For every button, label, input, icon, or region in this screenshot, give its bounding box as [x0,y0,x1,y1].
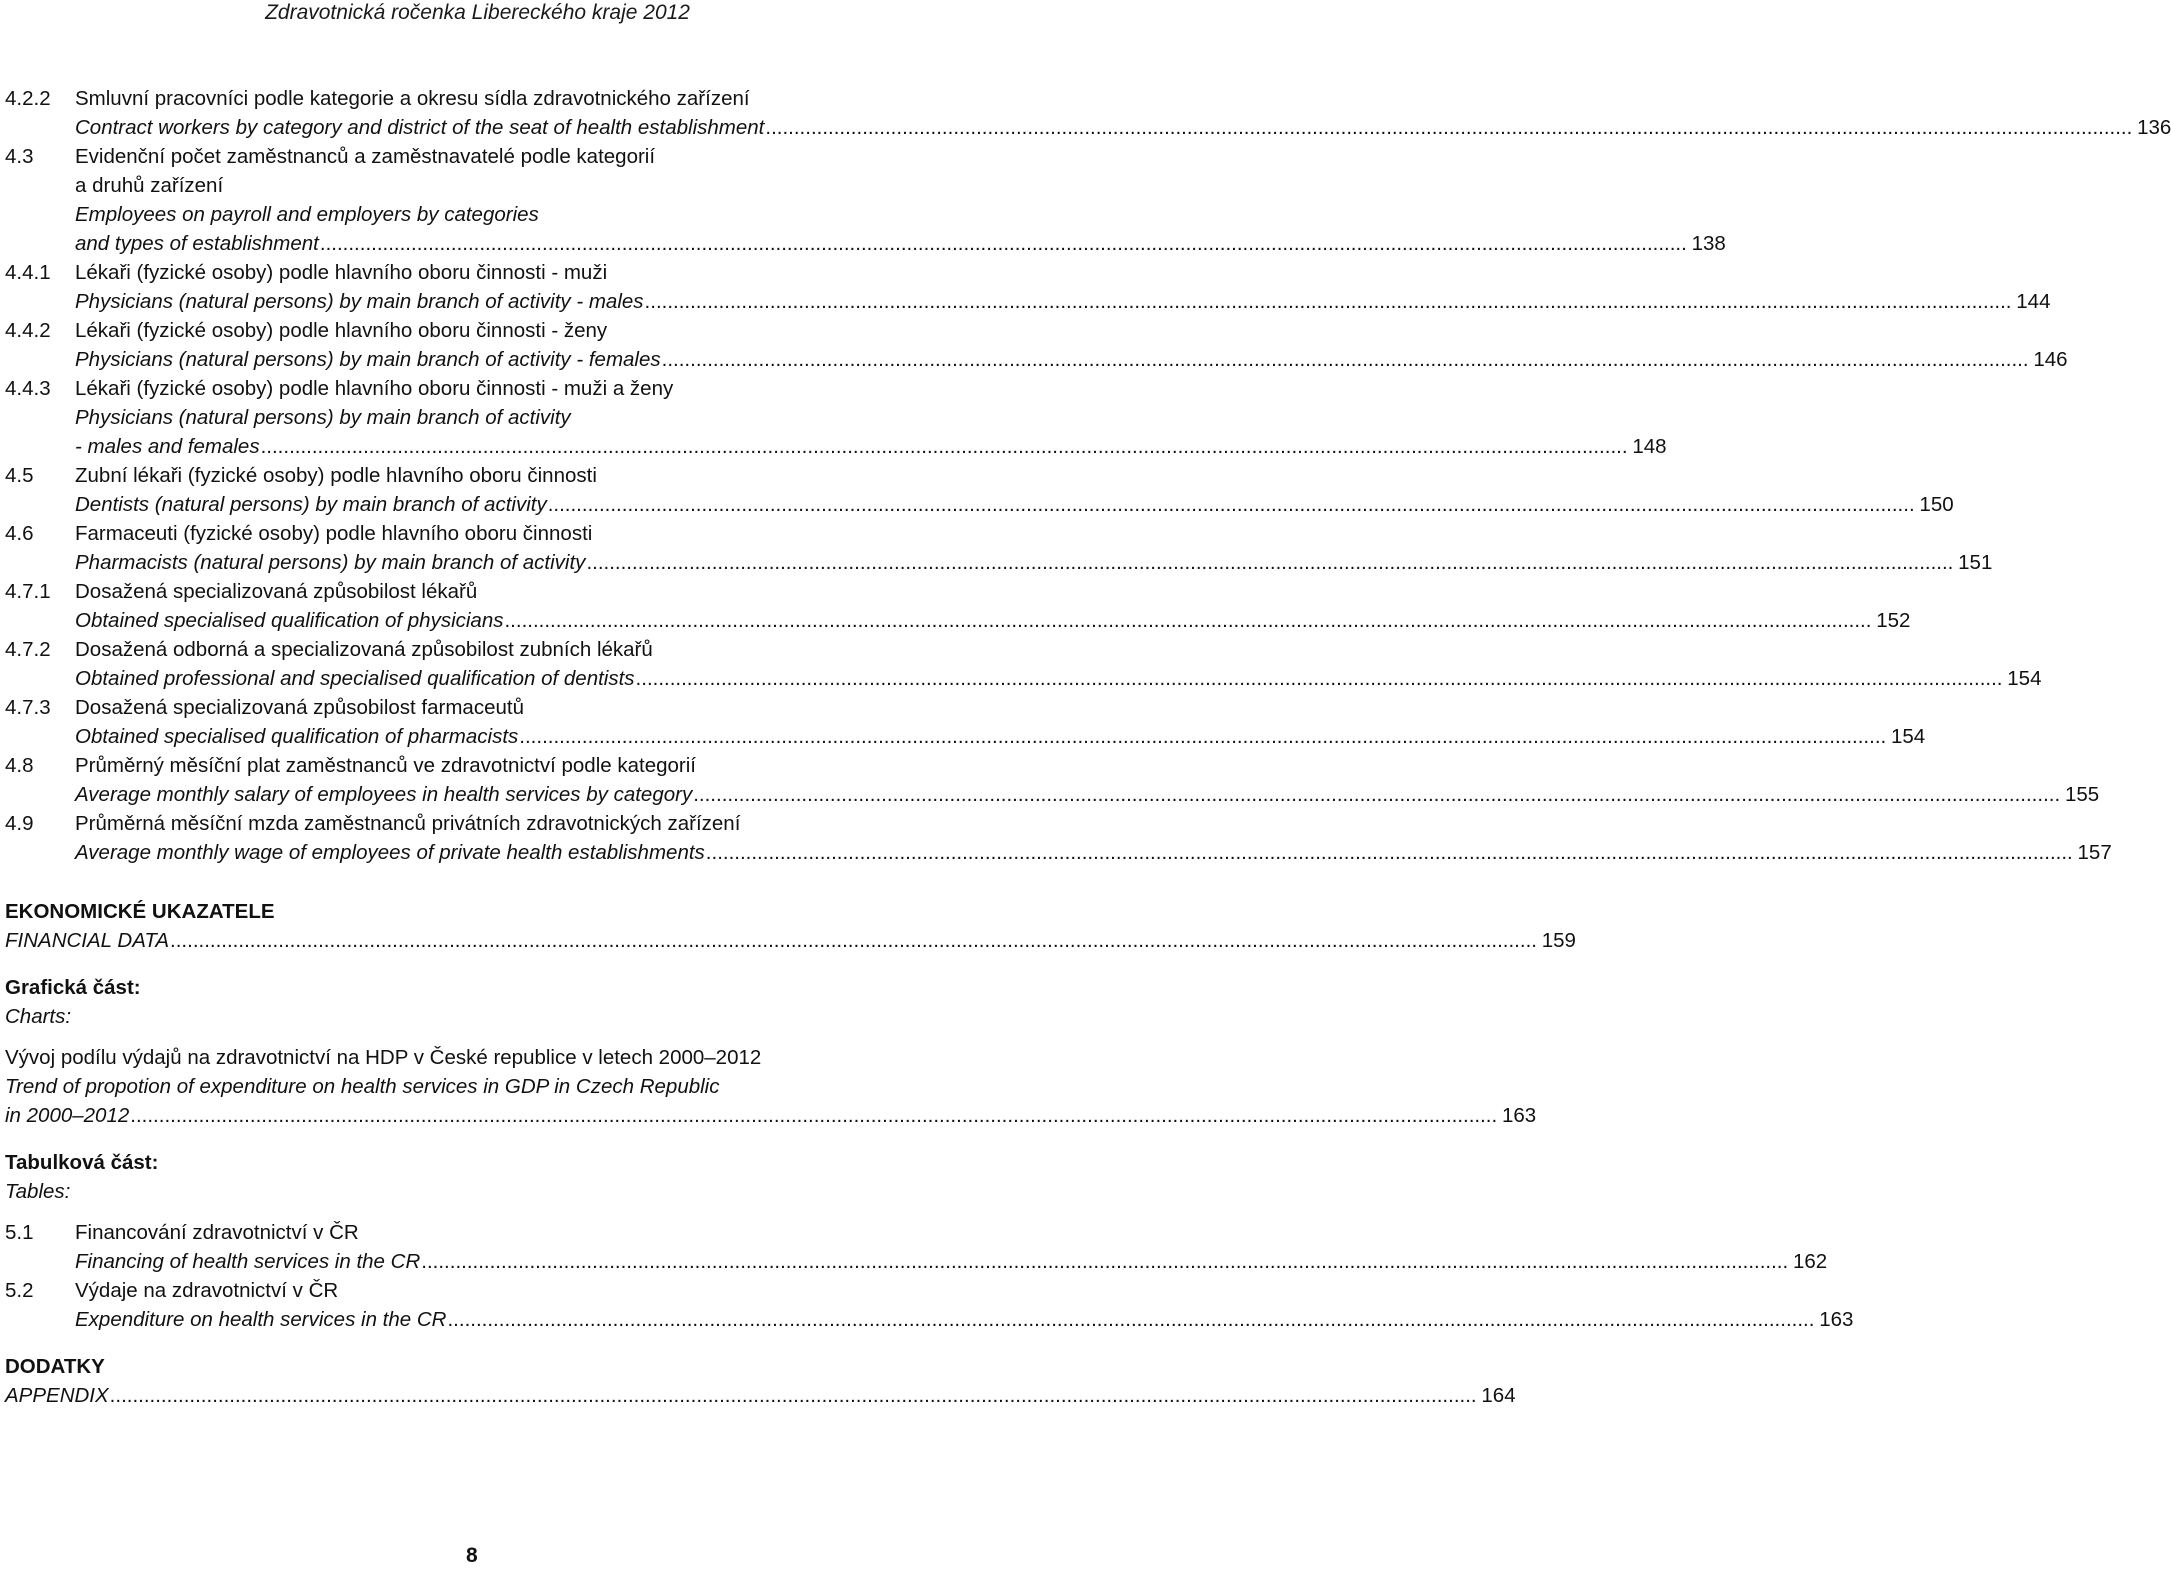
charts-section[interactable] [5,973,1537,1130]
entry-title-en: Average monthly salary of employees in health services by category [75,783,693,806]
section-heading: Tabulková část: [5,1151,159,1174]
dot-leader [548,490,1915,519]
toc-entry-4-4-2[interactable] [5,316,2068,374]
toc-entry-4-2-2[interactable] [5,84,2171,142]
entry-title-en: Expenditure on health services in the CR [75,1308,447,1331]
entry-title-cz: Lékaři (fyzické osoby) podle hlavního oboru činnosti - muži a ženy [75,377,674,400]
section-subheading: APPENDIX [5,1384,109,1407]
entry-title-en: Physicians (natural persons) by main branch of activity - males [75,290,644,313]
dot-leader [636,664,2003,693]
toc-entry-4-7-1[interactable] [5,577,1911,635]
dot-leader [170,926,1537,955]
entry-page: 148 [1632,435,1667,458]
chart-title-en: Trend of propotion of expenditure on health services in GDP in Czech Republic [5,1075,720,1098]
chart-page: 163 [1501,1104,1537,1127]
entry-title-en: Physicians (natural persons) by main branch of activity [75,406,571,429]
entry-number: 4.4.1 [5,261,51,284]
entry-title-cz: Průměrný měsíční plat zaměstnanců ve zdravotnictví podle kategorií [75,754,696,777]
entry-title-cz: Smluvní pracovníci podle kategorie a okresu sídla zdravotnického zařízení [75,87,750,110]
section-subheading: FINANCIAL DATA [5,929,170,952]
entry-title-cz-cont: a druhů zařízení [75,174,224,197]
dot-leader [586,548,1953,577]
entry-number: 5.2 [5,1279,34,1302]
entry-title-en: Financing of health services in the CR [75,1250,421,1273]
entry-title-cz: Evidenční počet zaměstnanců a zaměstnavatelé podle kategorií [75,145,656,168]
dot-leader [320,229,1687,258]
entry-number: 5.1 [5,1221,34,1244]
entry-number: 4.2.2 [5,87,51,110]
entry-page: 157 [2077,841,2112,864]
toc-entry-4-7-3[interactable] [5,693,1926,751]
entry-title-cz: Dosažená odborná a specializovaná způsobilost zubních lékařů [75,638,653,661]
entry-page: 155 [2064,783,2100,806]
entry-page: 146 [2033,348,2068,371]
dot-leader [447,1305,1814,1334]
chart-title-cz: Vývoj podílu výdajů na zdravotnictví na HDP v České republice v letech 2000–2012 [5,1046,762,1069]
section-heading: Grafická část: [5,976,141,999]
entry-page: 154 [1891,725,1926,748]
entry-title-en: Obtained specialised qualification of pharmacists [75,725,519,748]
toc-entry-5-1[interactable] [5,1218,1828,1276]
entry-title-cz: Průměrná měsíční mzda zaměstnanců privátních zdravotnických zařízení [75,812,741,835]
running-header: Zdravotnická ročenka Libereckého kraje 2012 [265,1,690,24]
dot-leader [693,780,2060,809]
entry-title-en: Obtained specialised qualification of physicians [75,609,504,632]
entry-title-cz: Financování zdravotnictví v ČR [75,1221,359,1244]
toc-entry-4-3[interactable] [5,142,1726,258]
entry-page: 150 [1919,493,1954,516]
entry-page: 144 [2016,290,2051,313]
toc-entry-4-4-1[interactable] [5,258,2051,316]
entry-title-en-cont: - males and females [75,435,260,458]
entry-page: 152 [1876,609,1911,632]
toc-entry-4-7-2[interactable] [5,635,2042,693]
entry-number: 4.5 [5,464,34,487]
entry-title-en: Employees on payroll and employers by categories [75,203,539,226]
entry-number: 4.7.3 [5,696,51,719]
table-of-contents [5,84,2171,1410]
toc-entry-4-8[interactable] [5,751,2100,809]
entry-title-en: Dentists (natural persons) by main branch of activity [75,493,547,516]
section-page: 164 [1481,1384,1516,1407]
section-page: 159 [1541,929,1576,952]
dot-leader [645,287,2012,316]
dot-leader [421,1247,1788,1276]
toc-entry-4-6[interactable] [5,519,1993,577]
entry-title-cz: Lékaři (fyzické osoby) podle hlavního oboru činnosti - muži [75,261,608,284]
entry-page: 154 [2007,667,2042,690]
section-heading: DODATKY [5,1355,105,1378]
entry-title-en-cont: and types of establishment [75,232,319,255]
page-number: 8 [466,1544,478,1567]
entry-page: 162 [1792,1250,1828,1273]
entry-page: 138 [1691,232,1726,255]
entry-number: 4.6 [5,522,34,545]
entry-title-en: Obtained professional and specialised qualification of dentists [75,667,635,690]
dot-leader [519,722,1886,751]
entry-title-cz: Lékaři (fyzické osoby) podle hlavního oboru činnosti - ženy [75,319,608,342]
section-subheading: Tables: [5,1180,71,1203]
dot-leader [662,345,2029,374]
chart-title-en-cont: in 2000–2012 [5,1104,130,1127]
section-heading: EKONOMICKÉ UKAZATELE [5,900,275,923]
toc-entry-4-5[interactable] [5,461,1954,519]
tables-section [5,1148,1854,1334]
entry-title-en: Contract workers by category and district of the seat of health establishment [75,116,765,139]
dot-leader [706,838,2073,867]
dot-leader [504,606,1871,635]
entry-title-en: Average monthly wage of employees of private health establishments [75,841,705,864]
entry-title-cz: Zubní lékaři (fyzické osoby) podle hlavního oboru činnosti [75,464,597,487]
dot-leader [261,432,1628,461]
dot-leader [130,1101,1497,1130]
entry-title-en: Pharmacists (natural persons) by main branch of activity [75,551,586,574]
entry-page: 136 [2137,116,2171,139]
dot-leader [110,1381,1477,1410]
entry-title-cz: Dosažená specializovaná způsobilost lékařů [75,580,478,603]
entry-title-cz: Výdaje na zdravotnictví v ČR [75,1279,339,1302]
entry-number: 4.3 [5,145,34,168]
section-subheading: Charts: [5,1005,72,1028]
toc-entry-4-9[interactable] [5,809,2112,867]
appendix-section[interactable] [5,1352,1516,1410]
entry-title-cz: Dosažená specializovaná způsobilost farmaceutů [75,696,524,719]
toc-entry-4-4-3[interactable] [5,374,1667,461]
entry-title-cz: Farmaceuti (fyzické osoby) podle hlavního oboru činnosti [75,522,593,545]
economic-section[interactable] [5,897,1576,955]
entry-number: 4.8 [5,754,34,777]
toc-entry-5-2[interactable] [5,1276,1854,1334]
entry-number: 4.4.2 [5,319,51,342]
entry-title-en: Physicians (natural persons) by main branch of activity - females [75,348,661,371]
dot-leader [765,113,2132,142]
entry-number: 4.4.3 [5,377,51,400]
entry-number: 4.7.2 [5,638,51,661]
entry-number: 4.9 [5,812,34,835]
entry-page: 163 [1819,1308,1854,1331]
entry-number: 4.7.1 [5,580,51,603]
entry-page: 151 [1958,551,1993,574]
